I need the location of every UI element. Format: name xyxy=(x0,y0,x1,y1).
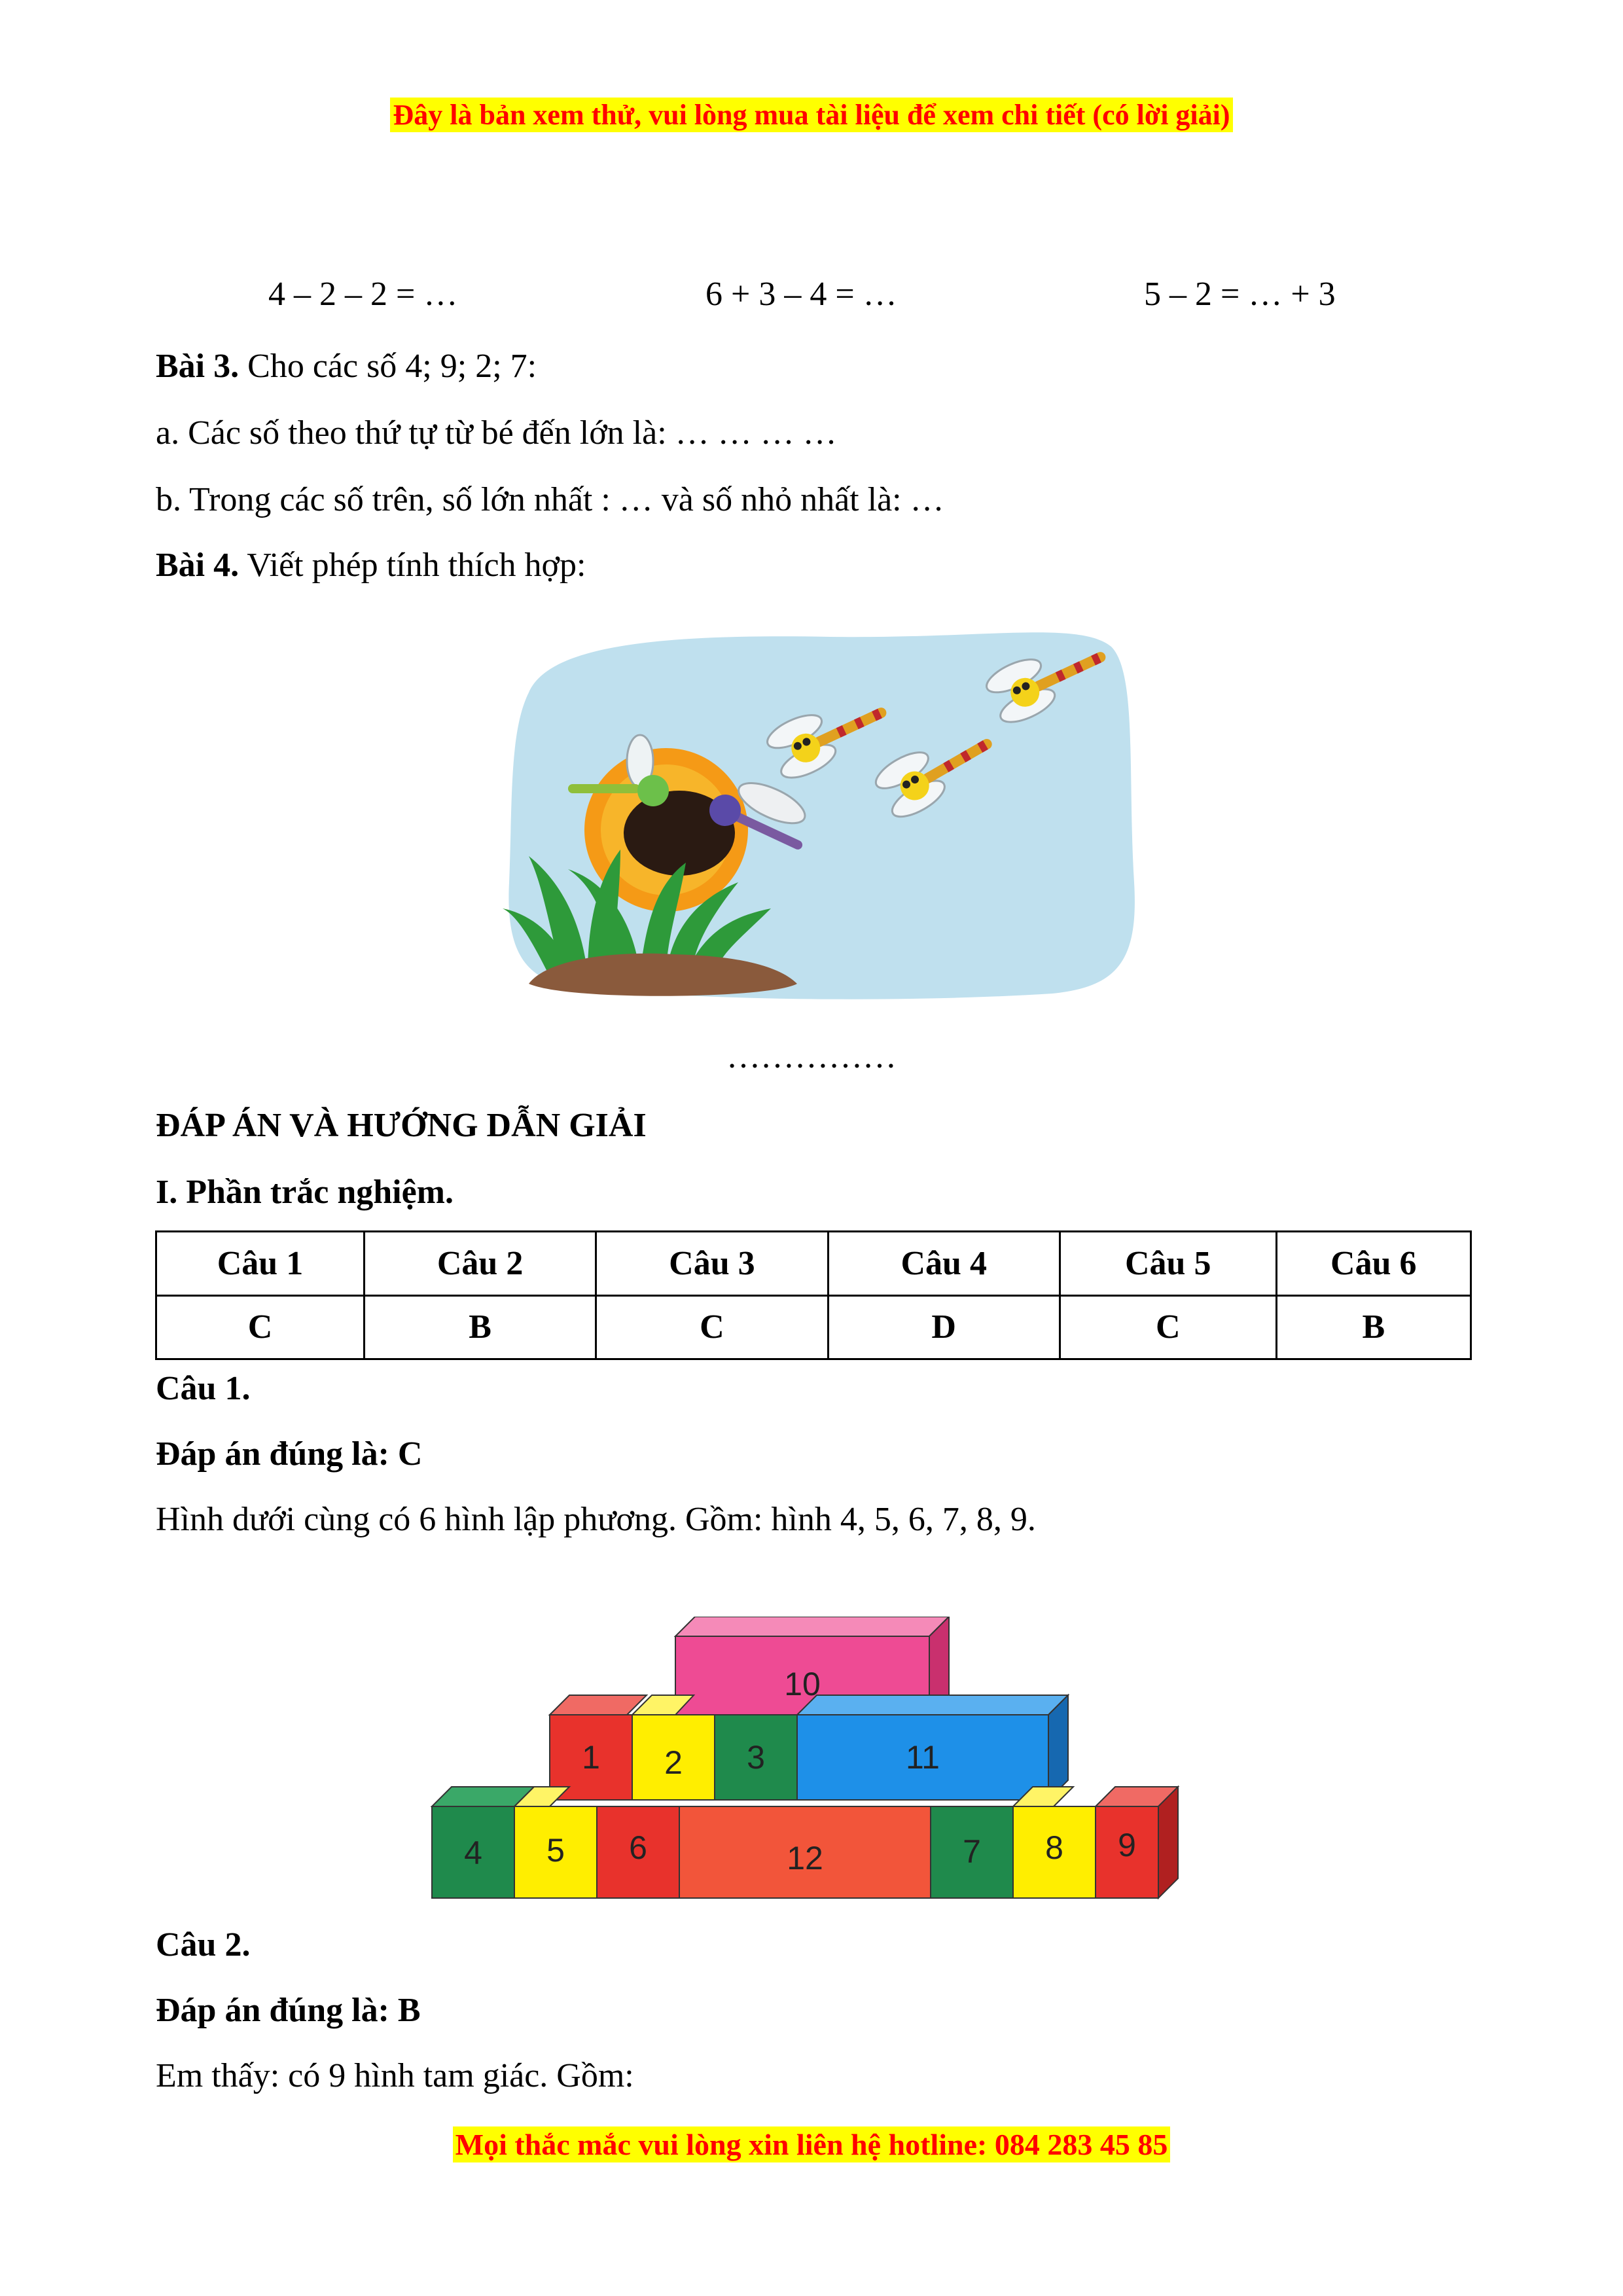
bai4-label: Bài 4. xyxy=(156,547,240,584)
block-label-2: 2 xyxy=(664,1744,683,1781)
answer-value-1: C xyxy=(156,1295,365,1359)
block-label-6: 6 xyxy=(629,1829,647,1866)
answers-title: ĐÁP ÁN VÀ HƯỚNG DẪN GIẢI xyxy=(156,1107,647,1144)
equation-2: 6 + 3 – 4 = … xyxy=(705,276,897,313)
answer-header-1: Câu 1 xyxy=(156,1232,365,1296)
answer-value-3: C xyxy=(596,1295,828,1359)
blocks-figure xyxy=(419,1617,1204,1905)
answer-value-5: C xyxy=(1060,1295,1276,1359)
answer-table-value-row xyxy=(156,1295,1471,1359)
cau1-explanation: Hình dưới cùng có 6 hình lập phương. Gồm: hình 4, 5, 6, 7, 8, 9. xyxy=(156,1501,1036,1538)
answer-value-4: D xyxy=(828,1295,1060,1359)
answer-header-2: Câu 2 xyxy=(364,1232,596,1296)
block-label-12: 12 xyxy=(787,1840,823,1876)
block-label-7: 7 xyxy=(963,1833,981,1870)
answer-value-2: B xyxy=(364,1295,596,1359)
footer-banner xyxy=(0,2127,1623,2162)
block-label-9: 9 xyxy=(1118,1827,1136,1863)
answer-header-5: Câu 5 xyxy=(1060,1232,1276,1296)
block-label-4: 4 xyxy=(464,1835,482,1871)
bai4-answer-blank: …………… xyxy=(726,1038,897,1075)
cau1-answer: Đáp án đúng là: C xyxy=(156,1435,423,1473)
answer-header-4: Câu 4 xyxy=(828,1232,1060,1296)
cau2-answer: Đáp án đúng là: B xyxy=(156,1992,421,2029)
answer-table xyxy=(155,1230,1472,1360)
equation-3: 5 – 2 = … + 3 xyxy=(1144,276,1336,313)
header-banner xyxy=(0,98,1623,132)
cau2-label: Câu 2. xyxy=(156,1926,251,1964)
answer-table-header-row xyxy=(156,1232,1471,1296)
dragonfly-illustration xyxy=(490,607,1139,1013)
equation-1: 4 – 2 – 2 = … xyxy=(268,276,458,313)
block-label-8: 8 xyxy=(1045,1829,1063,1866)
block-label-5: 5 xyxy=(546,1832,565,1869)
bai3-heading xyxy=(156,346,537,387)
block-label-11: 11 xyxy=(906,1739,940,1776)
cau1-label: Câu 1. xyxy=(156,1370,251,1407)
bai3-text: Cho các số 4; 9; 2; 7: xyxy=(239,348,537,385)
bai4-text: Viết phép tính thích hợp: xyxy=(239,547,586,584)
block-label-3: 3 xyxy=(747,1739,765,1776)
cau2-explanation: Em thấy: có 9 hình tam giác. Gồm: xyxy=(156,2057,634,2094)
block-label-1: 1 xyxy=(582,1739,600,1776)
bai4-heading xyxy=(156,545,586,586)
block-9 xyxy=(1096,1787,1178,1898)
block-label-10: 10 xyxy=(784,1666,821,1702)
answer-value-6: B xyxy=(1276,1295,1471,1359)
answer-header-6: Câu 6 xyxy=(1276,1232,1471,1296)
answer-header-3: Câu 3 xyxy=(596,1232,828,1296)
bai3-label: Bài 3. xyxy=(156,348,240,385)
bai3-part-b: b. Trong các số trên, số lớn nhất : … và số nhỏ nhất là: … xyxy=(156,481,944,518)
footer-banner-text: Mọi thắc mắc vui lòng xin liên hệ hotline: 084 283 45 85 xyxy=(453,2126,1171,2162)
bai3-part-a: a. Các số theo thứ tự từ bé đến lớn là: … … … … xyxy=(156,414,837,452)
header-banner-text: Đây là bản xem thử, vui lòng mua tài liệu để xem chi tiết (có lời giải) xyxy=(390,98,1232,132)
section1-title: I. Phần trắc nghiệm. xyxy=(156,1174,454,1211)
